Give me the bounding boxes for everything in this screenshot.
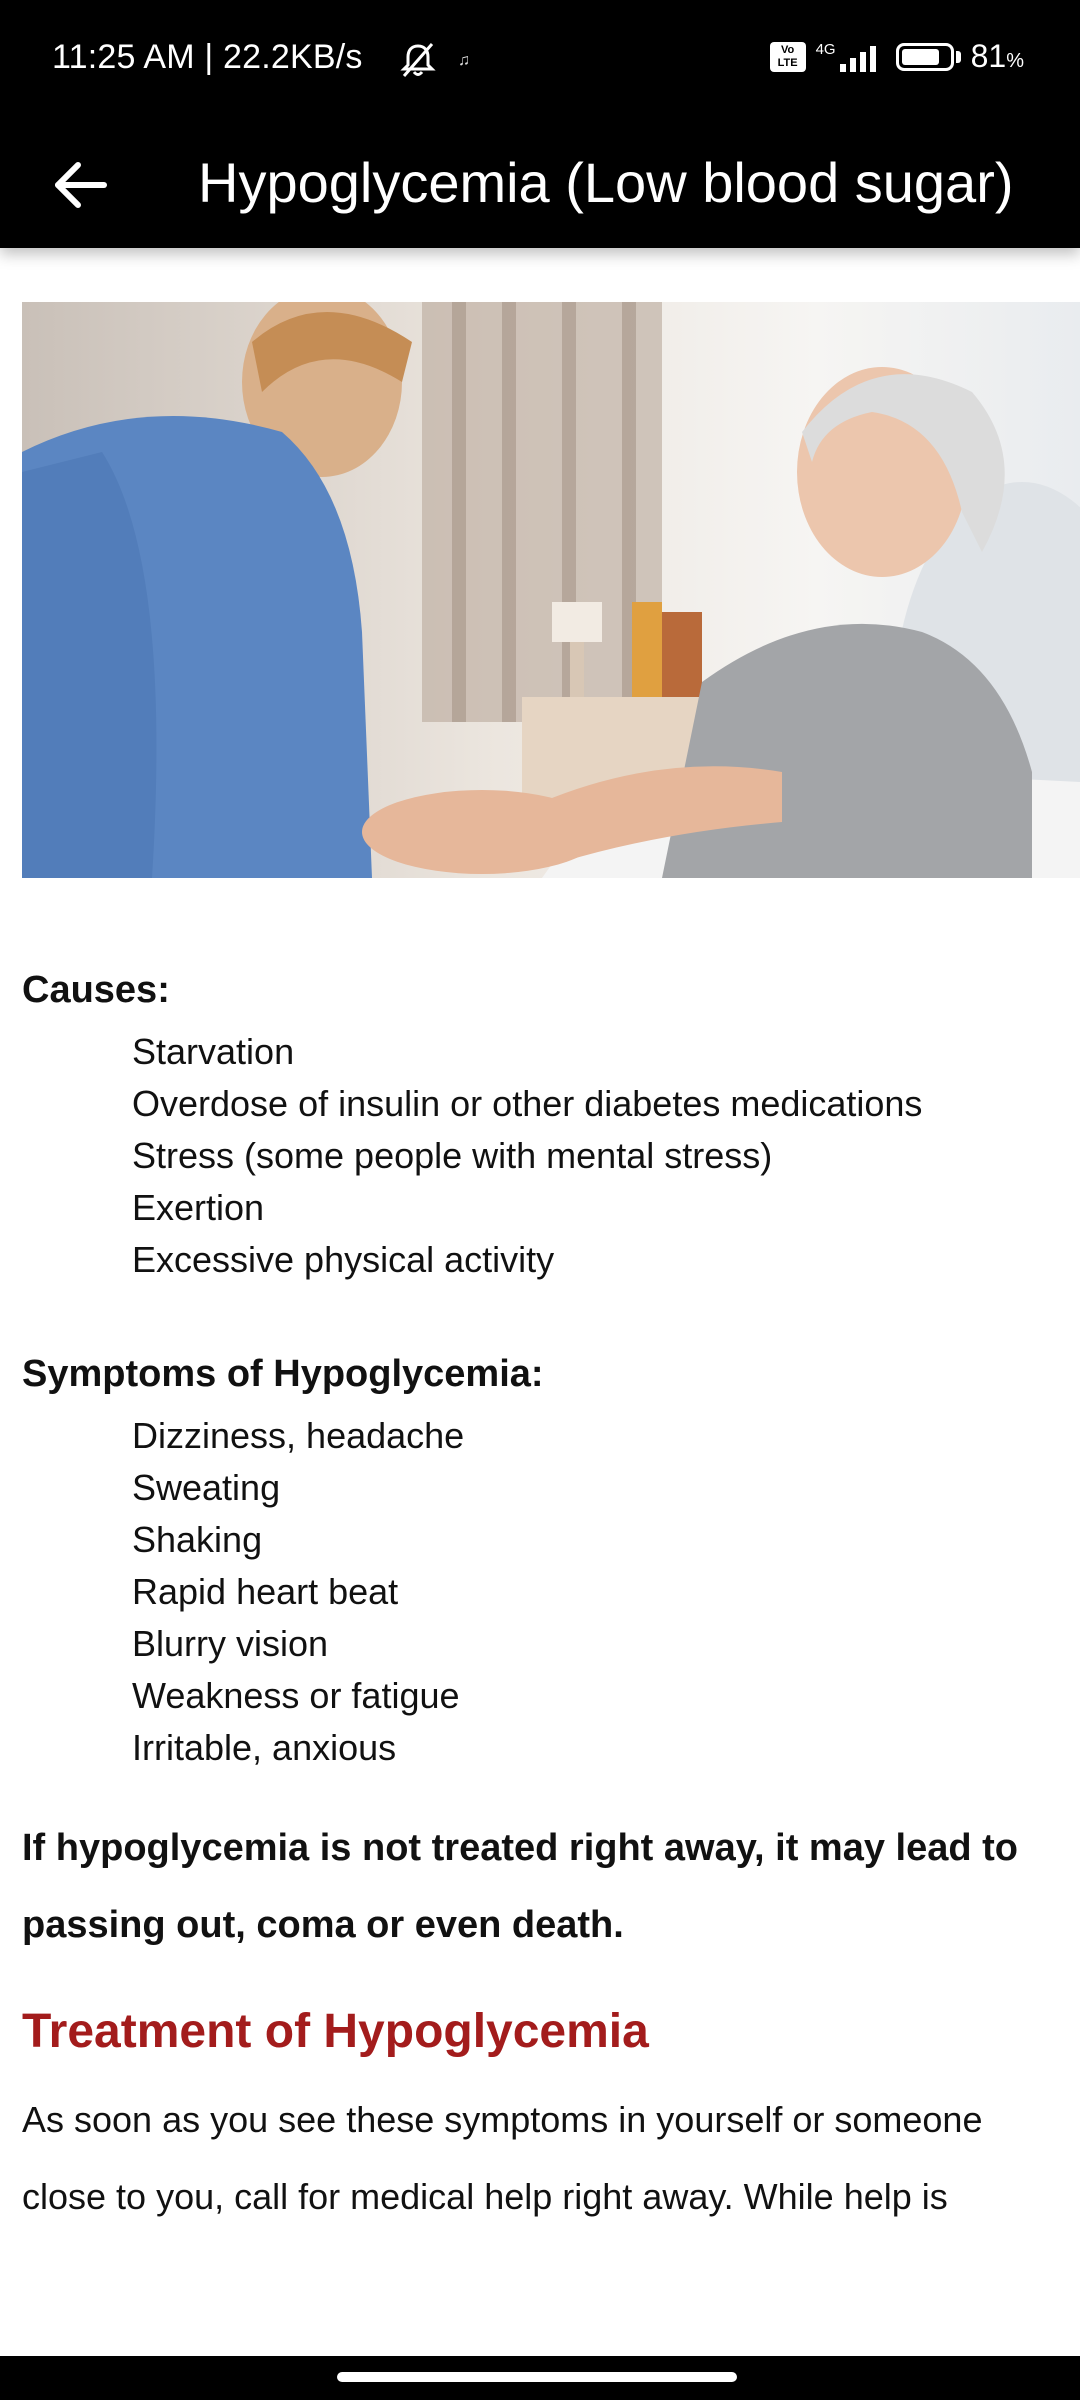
music-note-icon: ♫	[458, 52, 470, 69]
treatment-text: As soon as you see these symptoms in yourself or someone close to you, call for medical help right away. While help is	[22, 2099, 983, 2217]
treatment-heading: Treatment of Hypoglycemia	[22, 2005, 649, 2058]
status-indicators	[770, 38, 1024, 75]
list-item: Overdose of insulin or other diabetes medications	[132, 1083, 923, 1124]
list-item: Stress (some people with mental stress)	[132, 1135, 773, 1176]
battery-icon	[896, 43, 961, 71]
bell-muted-icon	[398, 40, 438, 80]
list-item: Exertion	[132, 1187, 265, 1228]
list-item: Dizziness, headache	[132, 1415, 465, 1456]
page-title: Hypoglycemia (Low blood sugar)	[198, 151, 1014, 214]
causes-heading: Causes:	[22, 969, 170, 1011]
battery-fill	[902, 49, 939, 65]
home-indicator[interactable]	[337, 2372, 737, 2382]
status-time: 11:25 AM | 22.2KB/s	[52, 38, 363, 76]
list-item: Weakness or fatigue	[132, 1675, 460, 1716]
list-item: Excessive physical activity	[132, 1239, 555, 1280]
status-bar	[0, 0, 1080, 122]
list-item: Starvation	[132, 1031, 295, 1072]
warning-text: If hypoglycemia is not treated right away, it may lead to passing out, coma or even death.	[22, 1827, 1018, 1946]
battery-percent: 81%	[970, 38, 1024, 74]
article-content	[22, 960, 1052, 2235]
list-item: Blurry vision	[132, 1623, 329, 1664]
app-bar	[0, 122, 1080, 248]
hero-image	[22, 302, 1080, 878]
symptoms-heading: Symptoms of Hypoglycemia:	[22, 1353, 544, 1395]
volte-icon: Vo LTE	[770, 42, 806, 72]
network-type: 4G	[815, 40, 836, 58]
causes-list	[22, 1026, 1052, 1286]
list-item: Irritable, anxious	[132, 1727, 397, 1768]
list-item: Sweating	[132, 1467, 281, 1508]
signal-icon	[840, 42, 876, 72]
list-item: Shaking	[132, 1519, 263, 1560]
back-arrow-icon[interactable]	[46, 150, 116, 220]
symptoms-list	[22, 1410, 1052, 1774]
list-item: Rapid heart beat	[132, 1571, 399, 1612]
network-indicator	[816, 42, 876, 72]
navigation-bar	[0, 2356, 1080, 2400]
